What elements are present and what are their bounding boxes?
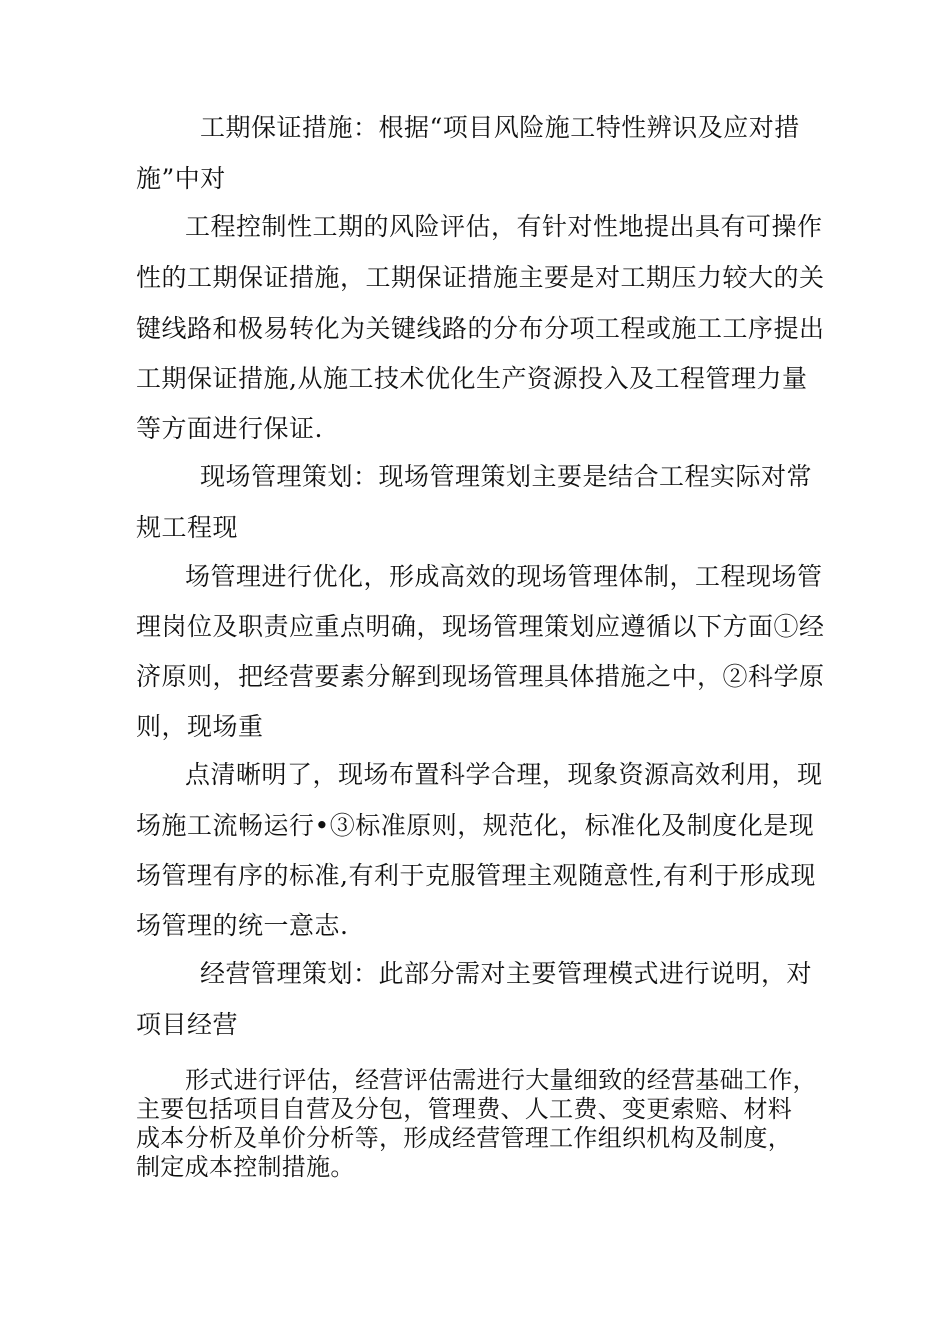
text-line: 等方面进行保证. (136, 414, 323, 443)
text-line: 主要包括项目自营及分包，管理费、人工费、变更索赔、材料 (136, 1095, 793, 1123)
text-line: 场管理有序的标准,有利于克服管理主观随意性,有利于形成现 (136, 861, 816, 890)
text-line: 制定成本控制措施。 (136, 1153, 355, 1181)
text-line: 键线路和极易转化为关键线路的分布分项工程或施工工序提出 (136, 314, 825, 343)
text-line: 规工程现 (136, 513, 239, 542)
text-line: 济原则，把经营要素分解到现场管理具体措施之中，②科学原 (136, 662, 825, 691)
text-line: 施”中对 (136, 164, 226, 193)
text-line: 理岗位及职责应重点明确，现场管理策划应遵循以下方面①经 (136, 612, 825, 641)
text-line: 工期保证措施：根据“项目风险施工特性辨识及应对措 (200, 113, 800, 142)
text-line: 经营管理策划：此部分需对主要管理模式进行说明，对 (200, 959, 813, 988)
text-line: 项目经营 (136, 1010, 239, 1039)
text-line: 工程控制性工期的风险评估，有针对性地提出具有可操作 (185, 212, 823, 241)
text-line: 则，现场重 (136, 712, 264, 741)
text-line: 形式进行评估，经营评估需进行大量细致的经营基础工作， (185, 1066, 817, 1094)
text-line: 场管理进行优化，形成高效的现场管理体制，工程现场管 (185, 562, 823, 591)
text-line: 场施工流畅运行•③标准原则，规范化，标准化及制度化是现 (136, 811, 815, 840)
text-line: 场管理的统一意志. (136, 911, 349, 940)
text-line: 性的工期保证措施，工期保证措施主要是对工期压力较大的关 (136, 263, 825, 292)
text-line: 现场管理策划：现场管理策划主要是结合工程实际对常 (200, 462, 813, 491)
text-line: 点清晰明了，现场布置科学合理，现象资源高效利用，现 (185, 760, 823, 789)
text-line: 工期保证措施,从施工技术优化生产资源投入及工程管理力量 (136, 364, 808, 393)
text-line: 成本分析及单价分析等，形成经营管理工作组织机构及制度， (136, 1124, 793, 1152)
